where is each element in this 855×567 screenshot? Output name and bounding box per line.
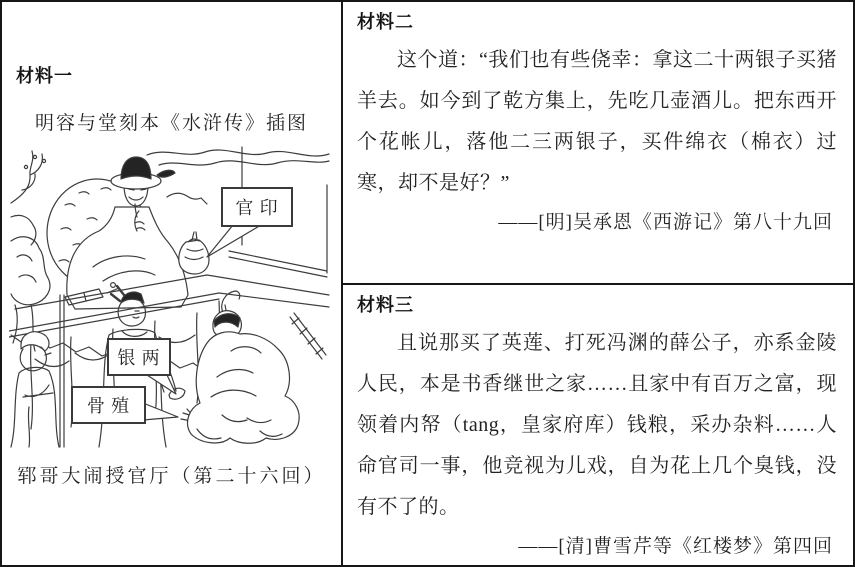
material3-attribution: ——[清]曹雪芹等《红楼梦》第四回 [518,536,833,557]
material2-header: 材料二 [357,12,414,32]
bones-label-callout: 骨殖 [71,386,146,424]
bamboo-stick [290,313,326,359]
staff [60,295,64,447]
official-figure [66,157,187,309]
material2-body: 这个道：“我们也有些侥幸：拿这二十两银子买猪羊去。如今到了乾方集上，先吃几壶酒儿。把东西开个花帐儿，落他二三两银子，买件绵衣（棉衣）过寒，却不是好？” [357,49,837,194]
silver-label-callout: 银两 [107,338,171,376]
material1-caption: 郓哥大闹授官厅（第二十六回） [17,466,326,487]
material3-header: 材料三 [357,295,414,315]
material1-subtitle: 明容与堂刻本《水浒传》插图 [34,113,308,134]
material3-panel [343,285,853,567]
woodcut-illustration [9,145,335,451]
kneeling-figure [187,291,299,443]
tree-branch [11,151,46,245]
material3-body: 且说那买了英莲、打死冯渊的薛公子，亦系金陵人民，本是书香继世之家……且家中有百万之富，现领着内帑（tang，皇家府库）钱粮，采办杂料……人命官司一事，他竞视为儿戏，自为花上几个臭钱，没有不了的。 [357,332,837,518]
material2-attribution: ——[明]吴承恩《西游记》第八十九回 [498,212,833,233]
material1-panel [2,2,343,567]
seal-label-callout: 官印 [221,187,293,227]
seal-bag [178,232,208,274]
right-column [343,2,853,567]
material2-panel [343,2,853,285]
material1-header: 材料一 [16,66,73,86]
